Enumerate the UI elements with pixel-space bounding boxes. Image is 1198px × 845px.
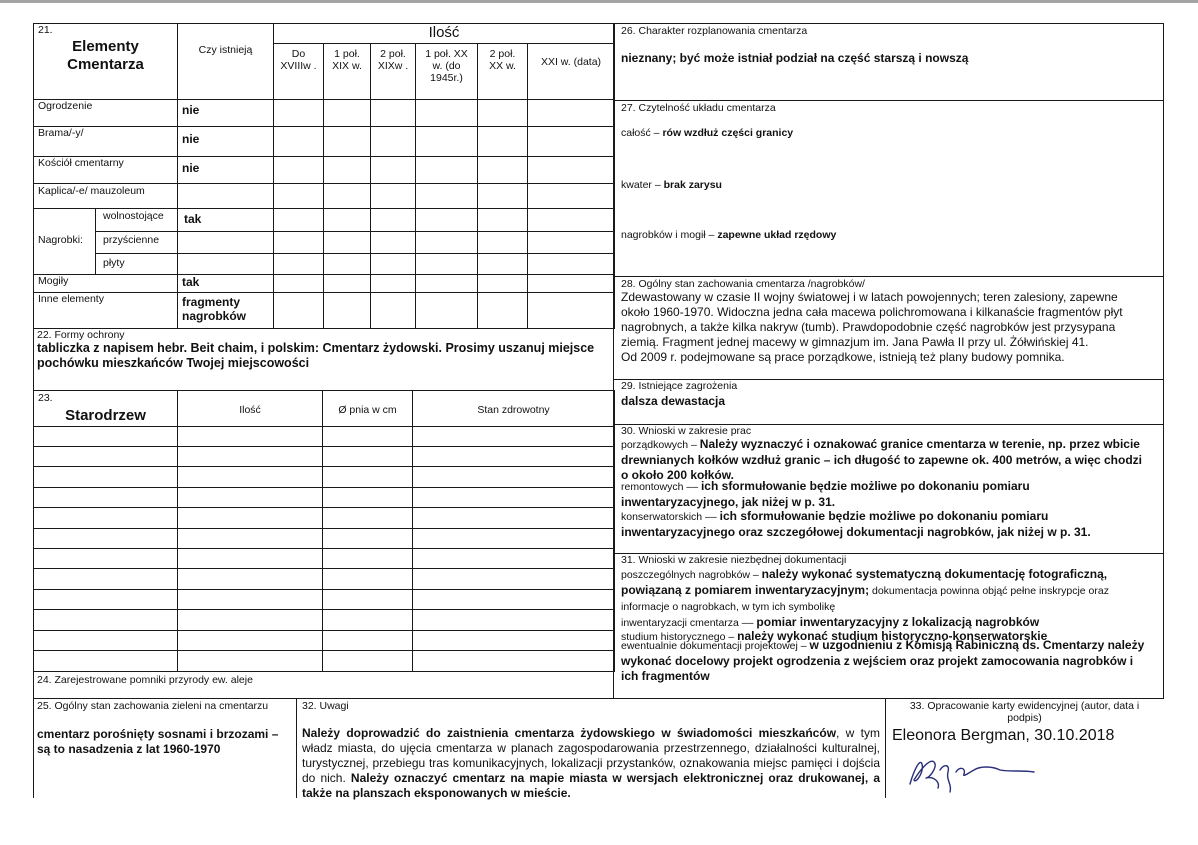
readability-overall: całość – rów wzdłuż części granicy bbox=[621, 127, 794, 139]
work-conclusions-repair: remontowych –– ich sformułowanie będzie możliwe po dokonaniu pomiaru inwentaryzacyjnego, jak niżej w p. 31. bbox=[621, 479, 1030, 509]
tombstones-label: Nagrobki: bbox=[38, 233, 83, 246]
table-row bbox=[34, 99, 615, 126]
readability-label: 27. Czytelność układu cmentarza bbox=[621, 102, 776, 114]
trees-col-diameter: Ø pnia w cm bbox=[323, 391, 413, 427]
tombstone-type-freestanding: wolnostojące bbox=[103, 209, 164, 222]
documentation-study: studium historycznego – należy wykonać studium historyczno-konserwatorskie bbox=[621, 629, 1048, 643]
tombstones-exists-cell bbox=[178, 208, 274, 275]
work-conclusions-orderly: porządkowych – Należy wyznaczyć i oznakować granice cmentarza w terenie, np. przez wbicie drewnianych kołków wzdłuż granic – ich długość to zapewne ok. 400 metrów, a więc chodzi o około 200 kołków. bbox=[621, 437, 1143, 482]
layout-character-label: 26. Charakter rozplanowania cmentarza bbox=[621, 25, 808, 37]
period-col-19c-1: 1 poł. XIX w. bbox=[324, 44, 371, 100]
table-row bbox=[34, 292, 615, 328]
documentation-inventory: inwentaryzacji cmentarza –– pomiar inwentaryzacyjny z lokalizacją nagrobków bbox=[621, 615, 1040, 629]
author-value: Eleonora Bergman, 30.10.2018 bbox=[892, 727, 1115, 744]
row-label: Inne elementy bbox=[34, 292, 178, 328]
trees-title: Starodrzew bbox=[65, 407, 146, 424]
period-col-20c-1: 1 poł. XX w. (do 1945r.) bbox=[416, 44, 478, 100]
greenery-value: cmentarz porośnięty sosnami i brzozami – są to nasadzenia z lat 1960-1970 bbox=[37, 727, 279, 756]
table-row bbox=[34, 467, 615, 487]
table-row bbox=[34, 275, 615, 292]
table-row bbox=[34, 426, 615, 446]
scan-edge bbox=[0, 0, 1198, 3]
quantity-header: Ilość bbox=[274, 24, 615, 44]
work-conclusions-conservation: konserwatorskich –– ich sformułowanie będzie możliwe po dokonaniu pomiaru inwentaryzacyjnego oraz szczegółowej dokumentacji nagrobków, jak niżej w p. 31. bbox=[621, 509, 1091, 539]
section-number: 21. bbox=[38, 24, 53, 36]
general-state-text2: Od 2009 r. podejmowane są prace porządkowe, istnieją też plany budowy pomnika. bbox=[621, 350, 1065, 364]
remarks-text: Należy doprowadzić do zaistnienia cmentarza żydowskiego w świadomości mieszkańców, w tym władz miasta, do ujęcia cmentarza w planach zagospodarowania przestrzennego, działalności kulturalnej, turystycznej, przebiegu tras komunikacyjnych, lokalizacji przystanków, oznakowania miejsc pamięci i dojścia do nich. Należy oznaczyć cmentarz na mapie miasta w wersjach elektronicznej oraz drukowanej, a także na planszach eksponowanych w mieście. bbox=[302, 726, 880, 800]
table-row bbox=[34, 508, 615, 528]
elements-table bbox=[33, 23, 615, 329]
general-state-text: Zdewastowany w czasie II wojny światowej i w latach powojennych; teren zalesiony, zapewne około 1960-1970. Widoczna jedna cała macewa polichromowana i kilkanaście fragmentów płyt nagrobnych, a także kilka nakryw (tumb). Prawdopodobnie część nagrobków jest przysypana ziemią. Fragment jednej macewy w gimnazjum im. Jana Pawła II przy ul. Żółwińskiej 41. bbox=[621, 290, 1123, 349]
table-row bbox=[34, 610, 615, 630]
documentation-tombstones: poszczególnych nagrobków – należy wykonać systematyczną dokumentację fotograficzną, powiązaną z pomiarem inwentaryzacyjnym; dokumentacja powinna objąć pełne inskrypcje oraz informacje o nagrobkach, w tym ich symbolikę bbox=[621, 567, 1109, 613]
bottom-row-divider-2 bbox=[885, 698, 886, 798]
table-row bbox=[34, 126, 615, 156]
row-label: Kościół cmentarny bbox=[34, 157, 178, 183]
bottom-row-top-border bbox=[33, 698, 1164, 699]
greenery-label: 25. Ogólny stan zachowania zieleni na cmentarzu bbox=[37, 700, 269, 712]
row-label: Mogiły bbox=[34, 275, 178, 292]
row-exists: fragmenty nagrobków bbox=[178, 292, 274, 328]
bottom-row-left-border bbox=[33, 698, 34, 798]
row-label: Ogrodzenie bbox=[34, 99, 178, 126]
table-row bbox=[34, 651, 615, 672]
period-col-18c: Do XVIIIw . bbox=[274, 44, 324, 100]
trees-col-quantity: Ilość bbox=[178, 391, 323, 427]
period-col-19c-2: 2 poł. XIXw . bbox=[371, 44, 416, 100]
tombstone-freestanding-exists: tak bbox=[184, 211, 202, 226]
tombstone-type-wall: przyścienne bbox=[103, 233, 160, 246]
table-row bbox=[34, 549, 615, 569]
tombstone-type-slabs: płyty bbox=[103, 256, 125, 269]
table-row bbox=[34, 589, 615, 609]
trees-header-cell bbox=[34, 391, 178, 427]
exists-column-header: Czy istnieją bbox=[178, 24, 274, 100]
row-label: Brama/-y/ bbox=[34, 126, 178, 156]
author-label: 33. Opracowanie karty ewidencyjnej (autor, data i podpis) bbox=[909, 700, 1140, 724]
protection-label: 22. Formy ochrony bbox=[37, 329, 125, 341]
table-row bbox=[34, 630, 615, 650]
table-row bbox=[34, 157, 615, 183]
table-row bbox=[34, 487, 615, 507]
table-row bbox=[34, 446, 615, 466]
threats-label: 29. Istniejące zagrożenia bbox=[621, 380, 738, 392]
readability-graves: nagrobków i mogił – zapewne układ rzędowy bbox=[621, 229, 837, 241]
tombstones-cell bbox=[34, 208, 178, 275]
documentation-project: ewentualnie dokumentacji projektowej – w uzgodnieniu z Komisją Rabiniczną ds. Cmentarzy należy wykonać docelowy projekt ogrodzenia z wejściem oraz projekt zamocowania nagrobków i ich fragmentów bbox=[621, 638, 1145, 683]
threats-value: dalsza dewastacja bbox=[621, 394, 726, 408]
tombstones-row bbox=[34, 208, 615, 275]
remarks-label: 32. Uwagi bbox=[302, 700, 349, 712]
table-row bbox=[34, 183, 615, 208]
elements-header-cell bbox=[34, 24, 178, 100]
trees-table bbox=[33, 390, 615, 672]
documentation-label: 31. Wnioski w zakresie niezbędnej dokumentacji bbox=[621, 554, 847, 566]
period-col-20c-2: 2 poł. XX w. bbox=[478, 44, 528, 100]
trees-col-health: Stan zdrowotny bbox=[413, 391, 615, 427]
row-exists: tak bbox=[178, 275, 274, 292]
work-conclusions-label: 30. Wnioski w zakresie prac bbox=[621, 425, 752, 437]
row-exists: nie bbox=[178, 157, 274, 183]
row-label: Kaplica/-e/ mauzoleum bbox=[34, 183, 178, 208]
elements-title-line2: Cmentarza bbox=[67, 56, 144, 73]
trees-number: 23. bbox=[38, 392, 53, 404]
protection-value: tabliczka z napisem hebr. Beit chaim, i polskim: Cmentarz żydowski. Prosimy uszanuj miejsce pochówku mieszkańców Twojej miejscowości bbox=[37, 341, 595, 370]
layout-character-value: nieznany; być może istniał podział na część starszą i nowszą bbox=[621, 51, 969, 65]
general-state-label: 28. Ogólny stan zachowania cmentarza /nagrobków/ bbox=[621, 278, 865, 290]
nature-monuments-label: 24. Zarejestrowane pomniki przyrody ew. aleje bbox=[37, 674, 253, 686]
signature-image bbox=[900, 748, 1060, 796]
period-col-21c: XXI w. (data) bbox=[528, 44, 615, 100]
row-exists: nie bbox=[178, 99, 274, 126]
bottom-row-divider-1 bbox=[296, 698, 297, 798]
row-exists: nie bbox=[178, 126, 274, 156]
table-row bbox=[34, 569, 615, 589]
readability-quarters: kwater – brak zarysu bbox=[621, 179, 722, 191]
elements-title-line1: Elementy bbox=[72, 38, 139, 55]
row-exists bbox=[178, 183, 274, 208]
table-row bbox=[34, 528, 615, 548]
